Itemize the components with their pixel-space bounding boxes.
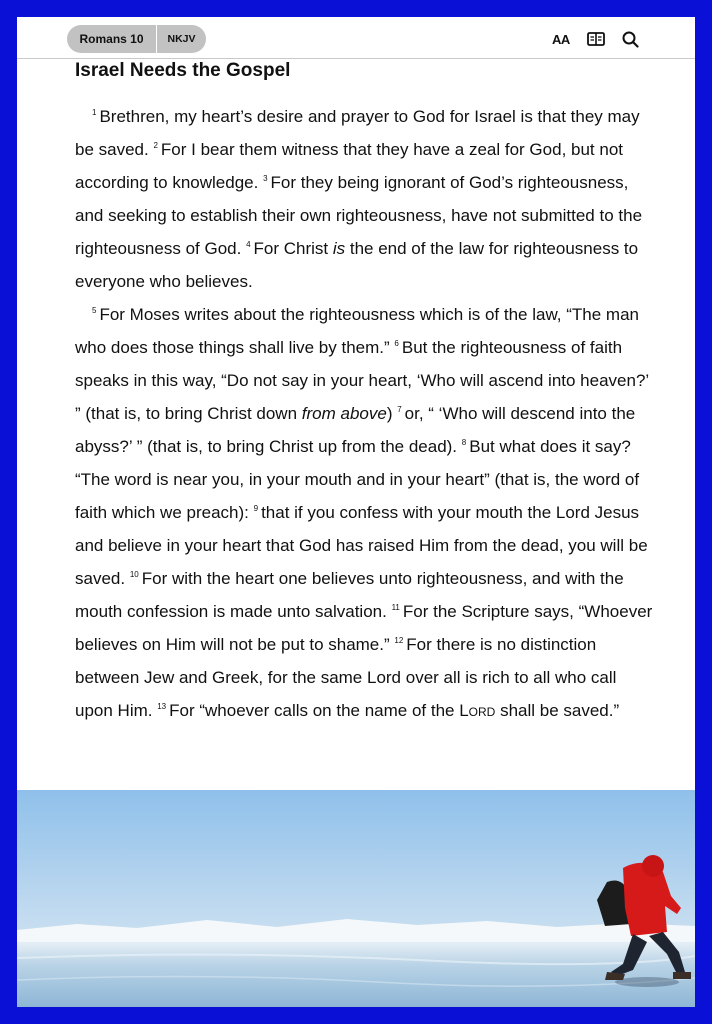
verse-text-part: shall be saved.”	[495, 701, 620, 720]
verse-text: For they being ignorant of God’s righteousness, and seeking to establish their own righteousness, have not submitted to the righteousness of God.	[75, 173, 643, 258]
verse-text-part: )	[386, 404, 393, 423]
verse-italic: from above	[301, 404, 387, 423]
text-size-icon: AA	[552, 32, 570, 47]
verse-number[interactable]: 11	[391, 603, 400, 613]
verse-number[interactable]: 10	[129, 570, 139, 580]
verse-number[interactable]: 13	[157, 702, 167, 712]
version-button[interactable]: NKJV	[167, 33, 196, 45]
verse-number[interactable]: 3	[263, 174, 268, 184]
paragraph	[75, 100, 655, 298]
verse-text: For the Scripture says, “Whoever believes on Him will not be put to shame.”	[75, 602, 653, 654]
verse-text: For I bear them witness that they have a zeal for God, but not according to knowledge.	[75, 140, 624, 192]
frozen-lake	[17, 942, 695, 1007]
book-chapter-button[interactable]: Romans 10	[67, 25, 157, 53]
verse-number[interactable]: 1	[92, 108, 97, 118]
verse-number[interactable]: 4	[246, 240, 251, 250]
verse-text-part: the end of the law for righteousness to everyone who believes.	[75, 239, 639, 291]
search-button[interactable]	[622, 31, 639, 51]
verse-text: For there is no distinction between Jew and Greek, for the same Lord over all is rich to all who call upon Him.	[75, 635, 617, 720]
section-heading: Israel Needs the Gospel	[75, 60, 291, 81]
verse-text-part: For “whoever calls on the name of the	[169, 701, 460, 720]
verse-italic: is	[332, 239, 346, 258]
verse-text: or, “ ‘Who will descend into the abyss?’ ” (that is, to bring Christ up from the dead).	[75, 404, 636, 456]
reader-toolbar	[17, 17, 695, 59]
verse-number[interactable]: 8	[461, 438, 467, 448]
search-icon	[622, 31, 639, 48]
chapter-text	[75, 100, 655, 727]
verse-text-part: But the righteousness of faith speaks in this way, “Do not say in your heart, ‘Who will ascend into heaven?’ ” (that is, to bring Christ down	[75, 338, 649, 423]
ice-landscape-illustration	[17, 790, 695, 1007]
verse-number[interactable]: 5	[92, 306, 97, 316]
verse-text: that if you confess with your mouth the Lord Jesus and believe in your heart that God has raised Him from the dead, you will be saved.	[75, 503, 648, 588]
lord-small-caps: Lord	[459, 701, 496, 720]
chapter-version-selector	[67, 25, 206, 53]
verse-number[interactable]: 12	[394, 636, 404, 646]
verse-text: But what does it say? “The word is near you, in your mouth and in your heart” (that is, the word of faith which we preach):	[75, 437, 640, 522]
parallel-view-button[interactable]	[587, 32, 605, 52]
verse-text: Brethren, my heart’s desire and prayer to God for Israel is that they may be saved.	[75, 107, 640, 159]
verse-number[interactable]: 2	[153, 141, 158, 151]
verse-text-part: For Christ	[253, 239, 333, 258]
verse-number[interactable]: 7	[397, 405, 402, 415]
verse-text	[169, 701, 619, 720]
verse-text: For Moses writes about the righteousness which is of the law, “The man who does those things shall live by them.”	[75, 305, 639, 357]
verse-number[interactable]: 9	[253, 504, 259, 514]
verse-text: For with the heart one believes unto righteousness, and with the mouth confession is made unto salvation.	[75, 569, 624, 621]
parallel-view-icon	[587, 32, 605, 46]
reader-screen	[17, 17, 695, 1007]
paragraph	[75, 298, 655, 727]
verse-number[interactable]: 6	[394, 339, 399, 349]
background-photo	[17, 790, 695, 1007]
text-size-button[interactable]	[552, 32, 570, 52]
